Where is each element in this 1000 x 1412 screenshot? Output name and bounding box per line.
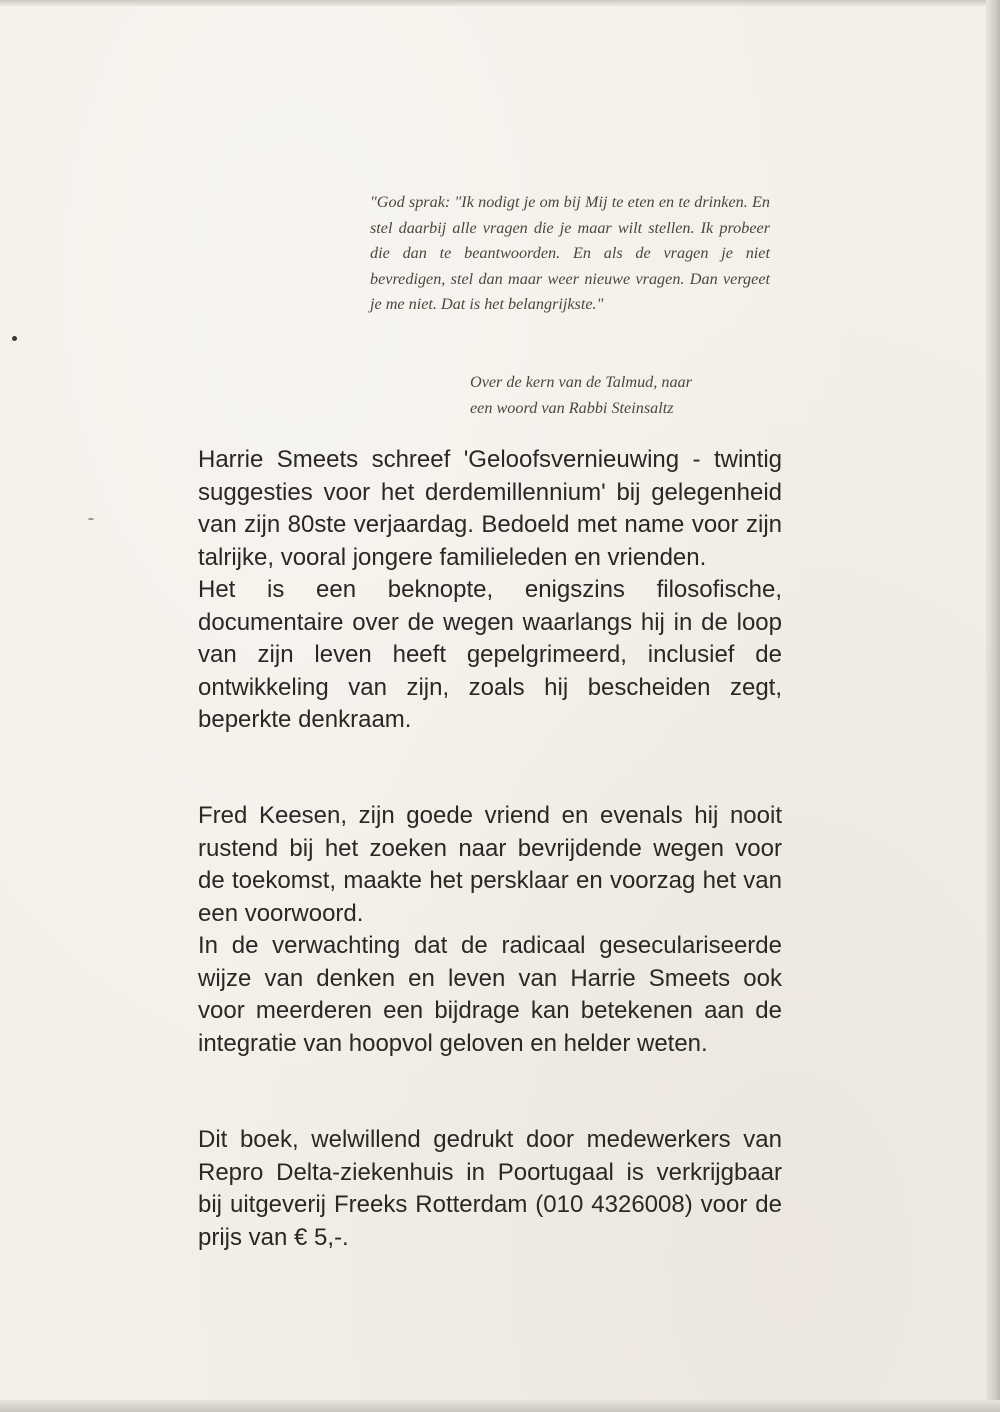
page-right-edge	[986, 0, 1000, 1412]
paper-speck	[88, 518, 94, 520]
paragraph-editor	[198, 800, 782, 1060]
attribution-line: Over de kern van de Talmud, naar	[470, 373, 692, 391]
paragraph-text: In de verwachting dat de radicaal geseculariseerde wijze van denken en leven van Harrie Smeets ook voor meerderen een bijdrage kan betekenen aan de integratie van hoopvol geloven en helder weten.	[198, 932, 782, 1057]
paragraph-availability	[198, 1124, 782, 1254]
page-top-edge	[0, 0, 1000, 6]
paragraph-text: Dit boek, welwillend gedrukt door medewerkers van Repro Delta-ziekenhuis in Poortugaal is verkrijgbaar bij uitgeverij Freeks Rotterdam (010 4326008) voor de prijs van € 5,-.	[198, 1126, 782, 1251]
paragraph-text: Fred Keesen, zijn goede vriend en evenals hij nooit rustend bij het zoeken naar bevrijdende wegen voor de toekomst, maakte het persklaar en voorzag het van een voorwoord.	[198, 802, 782, 927]
paper-speck	[12, 336, 17, 341]
epigraph-quote: "God sprak: "Ik nodigt je om bij Mij te eten en te drinken. En stel daarbij alle vragen die je maar wilt stellen. Ik probeer die dan te beantwoorden. En als de vragen je niet bevredigen, stel dan maar weer nieuwe vragen. Dan vergeet je me niet. Dat is het belangrijkste."	[370, 193, 770, 314]
paragraph-about-book	[198, 444, 782, 737]
attribution-line: een woord van Rabbi Steinsaltz	[470, 398, 674, 417]
page-bottom-edge	[0, 1400, 1000, 1412]
paragraph-text: Harrie Smeets schreef 'Geloofsvernieuwing - twintig suggesties voor het derdemillennium' bij gelegenheid van zijn 80ste verjaardag. Bedoeld met name voor zijn talrijke, vooral jongere familieleden en vrienden.	[198, 446, 782, 571]
epigraph-attribution	[470, 370, 770, 421]
paragraph-text: Het is een beknopte, enigszins filosofische, documentaire over de wegen waarlangs hij in de loop van zijn leven heeft gepelgrimeerd, inclusief de ontwikkeling van zijn, zoals hij bescheiden zegt, beperkte denkraam.	[198, 576, 782, 733]
